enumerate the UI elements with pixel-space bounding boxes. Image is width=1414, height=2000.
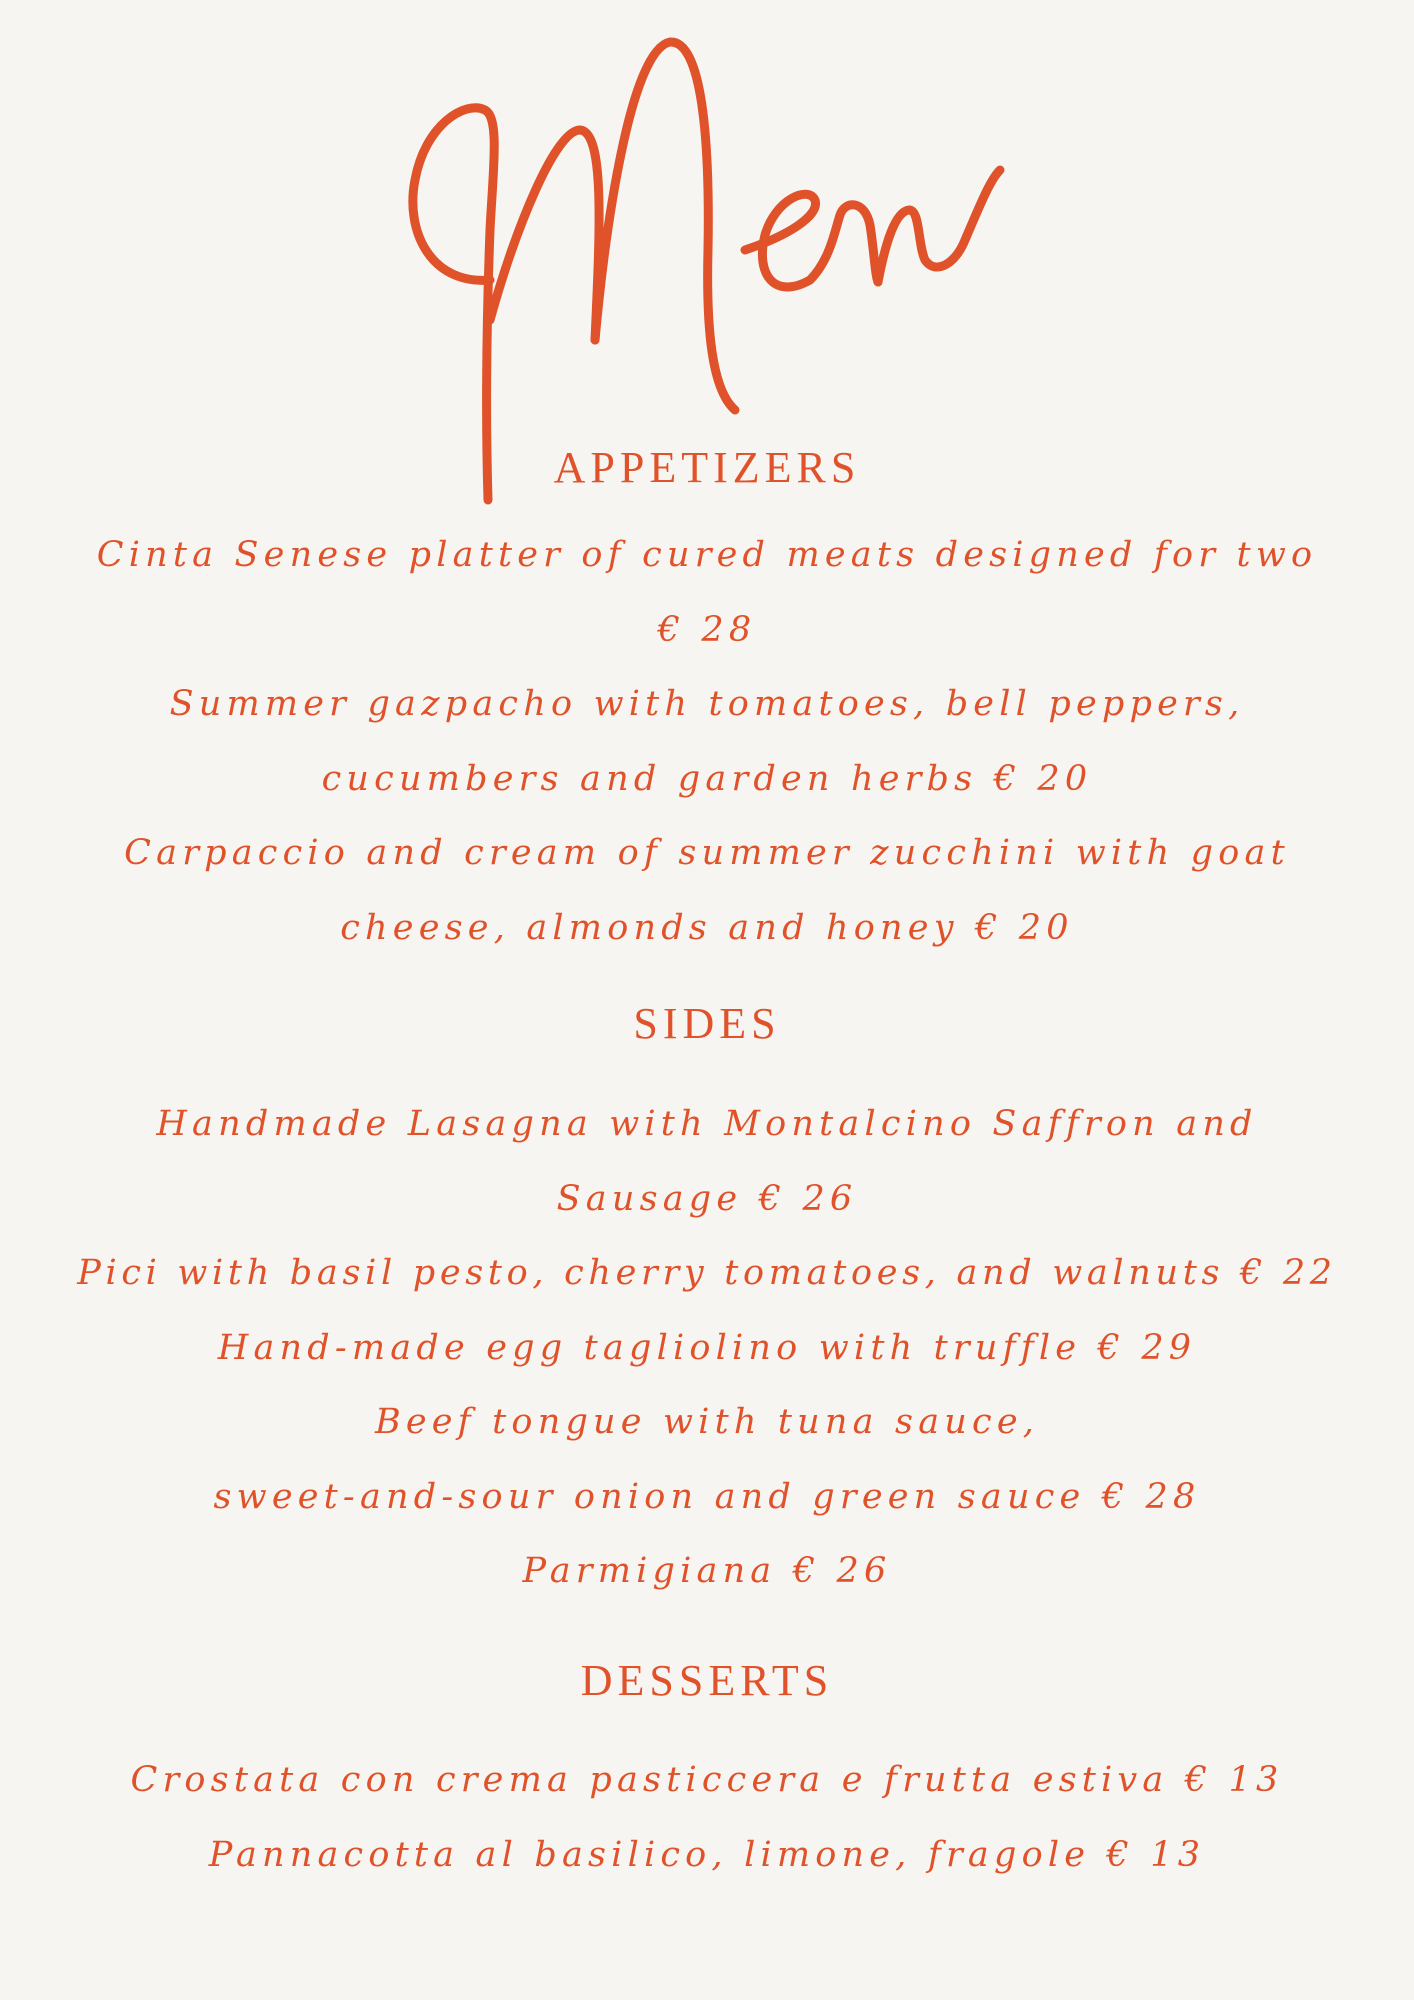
menu-item-line: Handmade Lasagna with Montalcino Saffron and	[156, 1104, 1258, 1144]
sides-list	[0, 1087, 1414, 1609]
menu-item-line: Hand-made egg tagliolino with truffle € 29	[217, 1327, 1197, 1368]
desserts-heading: DESSERTS	[580, 1656, 834, 1705]
menu-item-line: Summer gazpacho with tomatoes, bell peppers,	[169, 684, 1245, 724]
menu-item-line: Pannacotta al basilico, limone, fragole € 13	[208, 1834, 1206, 1875]
desserts-list	[0, 1743, 1414, 1892]
menu-item-line: Pici with basil pesto, cherry tomatoes, and walnuts € 22	[77, 1253, 1337, 1293]
menu-item-line: Sausage € 26	[556, 1178, 858, 1219]
appetizers-list	[0, 518, 1414, 965]
menu-item-line: sweet-and-sour onion and green sauce € 28	[213, 1476, 1201, 1517]
menu-item-line: Crostata con crema pasticcera e frutta estiva € 13	[130, 1760, 1284, 1800]
menu-item-line: Carpaccio and cream of summer zucchini with goat	[124, 833, 1290, 873]
menu-item-line: cheese, almonds and honey € 20	[340, 907, 1074, 948]
menu-item-line: cucumbers and garden herbs € 20	[321, 758, 1093, 799]
sides-heading: SIDES	[633, 999, 781, 1048]
menu-item-line: Parmigiana € 26	[522, 1551, 892, 1591]
menu-item-line: Cinta Senese platter of cured meats designed for two	[96, 535, 1318, 575]
appetizers-heading: APPETIZERS	[553, 443, 861, 492]
menu-item-line: Beef tongue with tuna sauce,	[374, 1402, 1040, 1442]
menu-item-line: € 28	[657, 609, 757, 650]
